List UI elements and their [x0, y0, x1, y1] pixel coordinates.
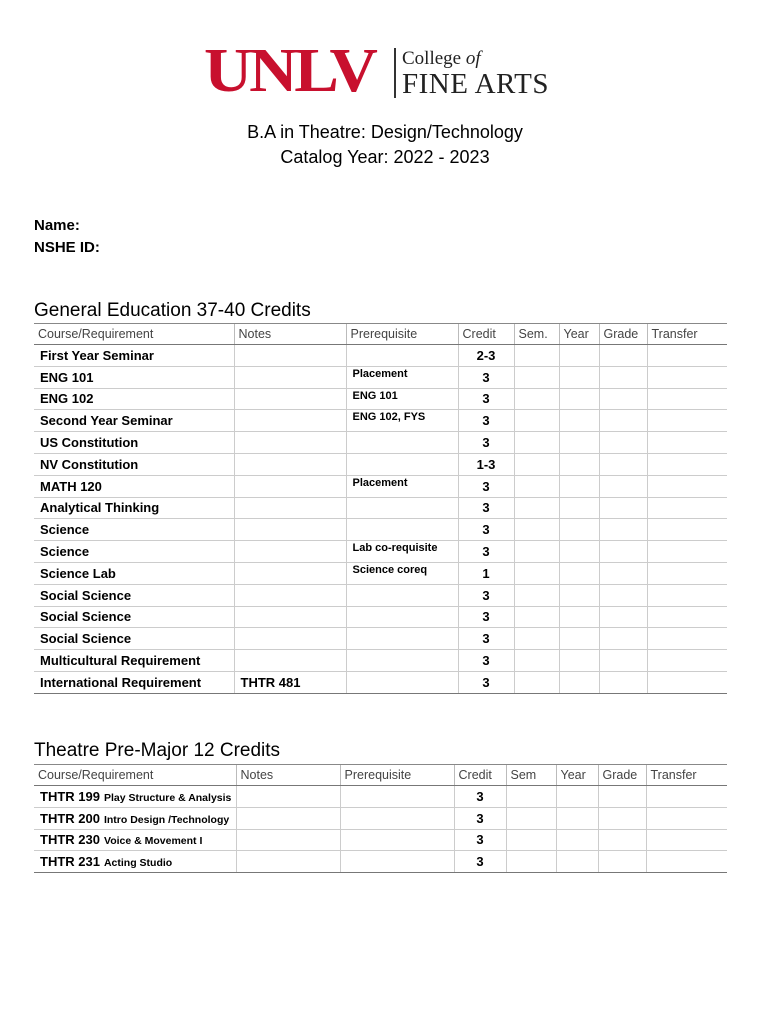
- table-row: [34, 453, 727, 475]
- year-cell[interactable]: [559, 345, 599, 367]
- sem-cell[interactable]: [514, 562, 559, 584]
- credit-cell: 3: [454, 807, 506, 829]
- transfer-cell[interactable]: [646, 807, 727, 829]
- grade-cell[interactable]: [599, 366, 647, 388]
- year-cell[interactable]: [559, 628, 599, 650]
- header-notes: Notes: [234, 324, 346, 345]
- grade-cell[interactable]: [598, 786, 646, 808]
- prerequisite-cell: ENG 102, FYS: [346, 410, 458, 432]
- course-cell: MATH 120: [34, 475, 234, 497]
- year-cell[interactable]: [559, 497, 599, 519]
- name-label: Name:: [34, 217, 80, 234]
- notes-cell[interactable]: [236, 851, 340, 873]
- year-cell[interactable]: [556, 829, 598, 851]
- credit-cell: 3: [458, 541, 514, 563]
- grade-cell[interactable]: [599, 519, 647, 541]
- year-cell[interactable]: [559, 584, 599, 606]
- document-title: B.A in Theatre: Design/Technology: [247, 122, 523, 142]
- course-cell: [34, 807, 236, 829]
- prerequisite-cell: Science coreq: [346, 562, 458, 584]
- course-code: THTR 199: [40, 788, 100, 804]
- pre-major-heading: Theatre Pre-Major 12 Credits: [34, 740, 281, 761]
- grade-cell[interactable]: [599, 628, 647, 650]
- grade-cell[interactable]: [599, 584, 647, 606]
- course-cell: Social Science: [34, 628, 234, 650]
- transfer-cell[interactable]: [647, 650, 727, 672]
- notes-cell[interactable]: [234, 628, 346, 650]
- logo-wordmark: UNLV: [204, 37, 375, 105]
- sem-cell[interactable]: [514, 345, 559, 367]
- course-code: THTR 230: [40, 832, 100, 848]
- course-description: Play Structure & Analysis: [103, 791, 232, 804]
- transfer-cell[interactable]: [647, 497, 727, 519]
- notes-cell[interactable]: [234, 453, 346, 475]
- gen-ed-heading: General Education 37-40 Credits: [34, 300, 311, 321]
- header-year: Year: [559, 324, 599, 345]
- grade-cell[interactable]: [599, 388, 647, 410]
- notes-cell[interactable]: [234, 650, 346, 672]
- credit-cell: 3: [458, 628, 514, 650]
- year-cell[interactable]: [559, 432, 599, 454]
- sem-cell[interactable]: [506, 786, 556, 808]
- sem-cell[interactable]: [514, 519, 559, 541]
- header-sem: Sem: [506, 765, 556, 786]
- pre-major-table: [34, 764, 727, 873]
- credit-cell: 3: [458, 671, 514, 693]
- course-cell: ENG 101: [34, 366, 234, 388]
- year-cell[interactable]: [556, 807, 598, 829]
- grade-cell[interactable]: [599, 562, 647, 584]
- table-row: [34, 519, 727, 541]
- logo-fine-arts-line: FINE ARTS: [402, 68, 549, 100]
- transfer-cell[interactable]: [647, 671, 727, 693]
- sem-cell[interactable]: [514, 584, 559, 606]
- transfer-cell[interactable]: [647, 519, 727, 541]
- credit-cell: 3: [458, 475, 514, 497]
- prerequisite-cell: [340, 851, 454, 873]
- prerequisite-cell: ENG 101: [346, 388, 458, 410]
- transfer-cell[interactable]: [647, 453, 727, 475]
- sem-cell[interactable]: [506, 851, 556, 873]
- credit-cell: 3: [458, 519, 514, 541]
- header-year: Year: [556, 765, 598, 786]
- logo-divider: [394, 48, 396, 98]
- prerequisite-cell: Lab co-requisite: [346, 541, 458, 563]
- course-cell: Second Year Seminar: [34, 410, 234, 432]
- grade-cell[interactable]: [599, 453, 647, 475]
- course-cell: First Year Seminar: [34, 345, 234, 367]
- table-row: [34, 388, 727, 410]
- transfer-cell[interactable]: [646, 786, 727, 808]
- course-cell: [34, 851, 236, 873]
- prerequisite-cell: [346, 345, 458, 367]
- year-cell[interactable]: [559, 562, 599, 584]
- credit-cell: 3: [458, 497, 514, 519]
- prerequisite-cell: [346, 519, 458, 541]
- credit-cell: 1: [458, 562, 514, 584]
- notes-cell[interactable]: [234, 345, 346, 367]
- course-cell: [34, 829, 236, 851]
- course-code: THTR 200: [40, 810, 100, 826]
- header-notes: Notes: [236, 765, 340, 786]
- course-cell: [34, 786, 236, 808]
- course-code: THTR 231: [40, 854, 100, 870]
- credit-cell: 3: [454, 829, 506, 851]
- credit-cell: 3: [458, 366, 514, 388]
- course-cell: ENG 102: [34, 388, 234, 410]
- notes-cell[interactable]: [234, 584, 346, 606]
- notes-cell[interactable]: [234, 541, 346, 563]
- credit-cell: 3: [454, 786, 506, 808]
- credit-cell: 3: [458, 606, 514, 628]
- table-row: [34, 345, 727, 367]
- grade-cell[interactable]: [599, 410, 647, 432]
- transfer-cell[interactable]: [647, 366, 727, 388]
- course-cell: NV Constitution: [34, 453, 234, 475]
- prerequisite-cell: [340, 807, 454, 829]
- year-cell[interactable]: [559, 453, 599, 475]
- notes-cell[interactable]: [234, 388, 346, 410]
- transfer-cell[interactable]: [647, 584, 727, 606]
- sem-cell[interactable]: [514, 650, 559, 672]
- grade-cell[interactable]: [599, 606, 647, 628]
- notes-cell[interactable]: [234, 475, 346, 497]
- prerequisite-cell: Placement: [346, 366, 458, 388]
- sem-cell[interactable]: [506, 807, 556, 829]
- transfer-cell[interactable]: [647, 562, 727, 584]
- table-row: [34, 562, 727, 584]
- header-course: Course/Requirement: [34, 765, 236, 786]
- notes-cell[interactable]: [234, 606, 346, 628]
- grade-cell[interactable]: [599, 432, 647, 454]
- grade-cell[interactable]: [599, 475, 647, 497]
- transfer-cell[interactable]: [647, 541, 727, 563]
- prerequisite-cell: [346, 497, 458, 519]
- transfer-cell[interactable]: [647, 432, 727, 454]
- table-row: [34, 475, 727, 497]
- credit-cell: 3: [458, 410, 514, 432]
- table-row: [34, 432, 727, 454]
- year-cell[interactable]: [559, 606, 599, 628]
- grade-cell[interactable]: [598, 851, 646, 873]
- year-cell[interactable]: [559, 388, 599, 410]
- catalog-year: Catalog Year: 2022 - 2023: [280, 147, 490, 167]
- transfer-cell[interactable]: [647, 410, 727, 432]
- table-row: [34, 851, 727, 873]
- year-cell[interactable]: [559, 541, 599, 563]
- header-grade: Grade: [598, 765, 646, 786]
- year-cell[interactable]: [556, 786, 598, 808]
- credit-cell: 1-3: [458, 453, 514, 475]
- notes-cell[interactable]: [236, 829, 340, 851]
- sem-cell[interactable]: [506, 829, 556, 851]
- prerequisite-cell: [346, 671, 458, 693]
- table-row: [34, 584, 727, 606]
- notes-cell[interactable]: [234, 519, 346, 541]
- nshe-id-label: NSHE ID:: [34, 239, 100, 256]
- sem-cell[interactable]: [514, 366, 559, 388]
- prerequisite-cell: [340, 829, 454, 851]
- notes-cell[interactable]: [234, 562, 346, 584]
- course-cell: Social Science: [34, 606, 234, 628]
- gen-ed-header-row: [34, 324, 727, 345]
- header-transfer: Transfer: [647, 324, 727, 345]
- year-cell[interactable]: [559, 671, 599, 693]
- grade-cell[interactable]: [599, 671, 647, 693]
- table-row: [34, 829, 727, 851]
- table-row: [34, 807, 727, 829]
- grade-cell[interactable]: [599, 345, 647, 367]
- header-prerequisite: Prerequisite: [346, 324, 458, 345]
- year-cell[interactable]: [559, 475, 599, 497]
- grade-cell[interactable]: [598, 829, 646, 851]
- credit-cell: 3: [458, 388, 514, 410]
- notes-cell[interactable]: [234, 432, 346, 454]
- course-cell: US Constitution: [34, 432, 234, 454]
- transfer-cell[interactable]: [646, 851, 727, 873]
- course-cell: International Requirement: [34, 671, 234, 693]
- year-cell[interactable]: [556, 851, 598, 873]
- grade-cell[interactable]: [599, 541, 647, 563]
- sem-cell[interactable]: [514, 475, 559, 497]
- prerequisite-cell: [346, 432, 458, 454]
- transfer-cell[interactable]: [646, 829, 727, 851]
- year-cell[interactable]: [559, 650, 599, 672]
- course-cell: Analytical Thinking: [34, 497, 234, 519]
- logo-college-line: College of: [402, 48, 481, 69]
- table-row: [34, 786, 727, 808]
- sem-cell[interactable]: [514, 410, 559, 432]
- sem-cell[interactable]: [514, 671, 559, 693]
- header-prerequisite: Prerequisite: [340, 765, 454, 786]
- credit-cell: 2-3: [458, 345, 514, 367]
- year-cell[interactable]: [559, 519, 599, 541]
- table-row: [34, 497, 727, 519]
- table-row: [34, 366, 727, 388]
- table-row: [34, 628, 727, 650]
- gen-ed-table: [34, 323, 727, 694]
- table-row: [34, 671, 727, 693]
- course-description: Acting Studio: [103, 857, 173, 870]
- transfer-cell[interactable]: [647, 475, 727, 497]
- course-cell: Science: [34, 519, 234, 541]
- table-row: [34, 410, 727, 432]
- course-description: Intro Design /Technology: [103, 813, 230, 826]
- notes-cell[interactable]: [234, 366, 346, 388]
- notes-cell[interactable]: [236, 807, 340, 829]
- year-cell[interactable]: [559, 410, 599, 432]
- table-row: [34, 541, 727, 563]
- header-credit: Credit: [458, 324, 514, 345]
- prerequisite-cell: [346, 628, 458, 650]
- course-cell: Science: [34, 541, 234, 563]
- credit-cell: 3: [458, 432, 514, 454]
- prerequisite-cell: [346, 650, 458, 672]
- prerequisite-cell: [340, 786, 454, 808]
- credit-cell: 3: [458, 584, 514, 606]
- credit-cell: 3: [458, 650, 514, 672]
- sem-cell[interactable]: [514, 541, 559, 563]
- prerequisite-cell: [346, 584, 458, 606]
- table-row: [34, 606, 727, 628]
- grade-cell[interactable]: [599, 497, 647, 519]
- prerequisite-cell: [346, 453, 458, 475]
- sem-cell[interactable]: [514, 497, 559, 519]
- notes-cell[interactable]: [234, 497, 346, 519]
- sem-cell[interactable]: [514, 628, 559, 650]
- course-cell: Social Science: [34, 584, 234, 606]
- sem-cell[interactable]: [514, 606, 559, 628]
- pre-major-header-row: [34, 765, 727, 786]
- grade-cell[interactable]: [599, 650, 647, 672]
- sem-cell[interactable]: [514, 432, 559, 454]
- credit-cell: 3: [454, 851, 506, 873]
- course-cell: Multicultural Requirement: [34, 650, 234, 672]
- transfer-cell[interactable]: [647, 345, 727, 367]
- header-credit: Credit: [454, 765, 506, 786]
- header-sem: Sem.: [514, 324, 559, 345]
- course-description: Voice & Movement I: [103, 835, 203, 848]
- header-grade: Grade: [599, 324, 647, 345]
- sem-cell[interactable]: [514, 453, 559, 475]
- transfer-cell[interactable]: [647, 628, 727, 650]
- notes-cell[interactable]: [234, 410, 346, 432]
- notes-cell[interactable]: THTR 481: [234, 671, 346, 693]
- transfer-cell[interactable]: [647, 606, 727, 628]
- header-transfer: Transfer: [646, 765, 727, 786]
- course-cell: Science Lab: [34, 562, 234, 584]
- grade-cell[interactable]: [598, 807, 646, 829]
- header-course: Course/Requirement: [34, 324, 234, 345]
- prerequisite-cell: [346, 606, 458, 628]
- sem-cell[interactable]: [514, 388, 559, 410]
- prerequisite-cell: Placement: [346, 475, 458, 497]
- college-logo: [204, 37, 574, 105]
- transfer-cell[interactable]: [647, 388, 727, 410]
- table-row: [34, 650, 727, 672]
- notes-cell[interactable]: [236, 786, 340, 808]
- year-cell[interactable]: [559, 366, 599, 388]
